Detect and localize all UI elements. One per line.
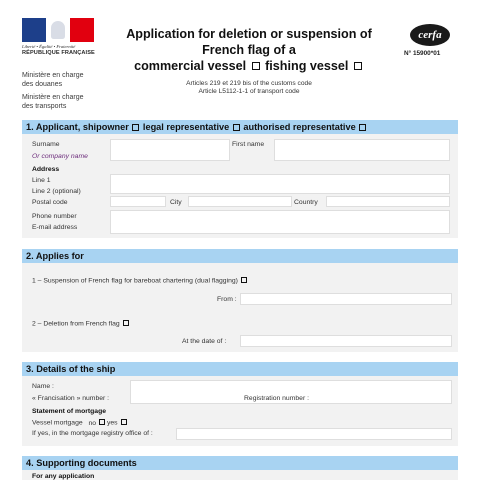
- form-title: [118, 26, 380, 74]
- suspension-checkbox[interactable]: [241, 277, 247, 283]
- company-name-label: Or company name: [32, 153, 88, 160]
- section-applicant-header: [22, 120, 458, 134]
- country-field[interactable]: [326, 196, 450, 207]
- address-lines-field[interactable]: [110, 174, 450, 194]
- republic-name: RÉPUBLIQUE FRANÇAISE: [22, 50, 95, 56]
- francisation-label: « Francisation » number :: [32, 395, 110, 402]
- phone-email-field[interactable]: [110, 210, 450, 234]
- ministry-customs: Ministère en charge des douanes: [22, 72, 84, 88]
- email-label: E-mail address: [32, 224, 78, 231]
- postal-code-label: Postal code: [32, 199, 68, 206]
- deletion-option: [32, 320, 129, 328]
- address-line1-label: Line 1: [32, 177, 51, 184]
- cerfa-logo: cerfa: [410, 24, 450, 46]
- country-label: Country: [294, 199, 318, 206]
- title-line-3: [118, 58, 380, 74]
- city-label: City: [170, 199, 182, 206]
- applicant-shipowner-label: 1. Applicant, shipowner: [26, 122, 129, 132]
- title-line-1: Application for deletion or suspension of: [126, 27, 372, 41]
- mortgage-yes-checkbox[interactable]: [121, 419, 127, 425]
- deletion-option-label: 2 – Deletion from French flag: [32, 320, 120, 328]
- surname-label: Surname: [32, 141, 60, 148]
- address-line2-label: Line 2 (optional): [32, 188, 81, 195]
- postal-code-field[interactable]: [110, 196, 166, 207]
- commercial-vessel-checkbox[interactable]: [252, 62, 260, 70]
- vessel-mortgage-label: Vessel mortgage: [32, 419, 83, 427]
- deletion-checkbox[interactable]: [123, 320, 129, 326]
- marianne-logo: [22, 18, 96, 56]
- surname-field[interactable]: [110, 139, 230, 161]
- customs-code-reference: Articles 219 et 219 bis of the customs code: [186, 80, 312, 87]
- section-ship-details: [22, 362, 458, 446]
- registration-label: Registration number :: [244, 395, 309, 402]
- shipowner-checkbox[interactable]: [132, 124, 139, 131]
- from-field[interactable]: [240, 293, 452, 305]
- title-fishing-vessel: fishing vessel: [265, 59, 349, 73]
- mortgage-no-label: no: [88, 419, 97, 427]
- first-name-field[interactable]: [274, 139, 450, 161]
- legal-references: [118, 80, 380, 97]
- suspension-option: [32, 277, 247, 285]
- section-supporting-documents: [22, 456, 458, 480]
- section-applies-for: [22, 249, 458, 352]
- title-line-2: French flag of a: [202, 43, 296, 57]
- phone-label: Phone number: [32, 213, 77, 220]
- date-field[interactable]: [240, 335, 452, 347]
- authorised-representative-checkbox[interactable]: [359, 124, 366, 131]
- fishing-vessel-checkbox[interactable]: [354, 62, 362, 70]
- section-supporting-documents-header: 4. Supporting documents: [22, 456, 458, 470]
- authorised-representative-label: authorised representative: [243, 122, 356, 132]
- any-application-heading: For any application: [32, 473, 95, 480]
- registry-office-field[interactable]: [176, 428, 452, 440]
- mortgage-heading: Statement of mortgage: [32, 408, 107, 415]
- section-applies-for-header: 2. Applies for: [22, 249, 458, 263]
- legal-representative-label: legal representative: [142, 122, 230, 132]
- suspension-option-label: 1 – Suspension of French flag for bareboat chartering (dual flagging): [32, 277, 238, 285]
- ministry-transport: Ministère en charge des transports: [22, 94, 84, 110]
- vessel-mortgage-row: [32, 419, 127, 427]
- ship-name-label: Name :: [32, 383, 54, 390]
- mortgage-no-checkbox[interactable]: [99, 419, 105, 425]
- transport-code-reference: Article L5112-1-1 of transport code: [198, 88, 300, 96]
- registry-office-label: If yes, in the mortgage registry office of :: [32, 430, 153, 437]
- address-heading: Address: [32, 166, 60, 173]
- date-label: At the date of :: [182, 338, 227, 345]
- marianne-flag-icon: [22, 18, 94, 42]
- mortgage-yes-label: yes: [106, 419, 118, 427]
- from-label: From :: [217, 296, 237, 303]
- legal-representative-checkbox[interactable]: [233, 124, 240, 131]
- city-field[interactable]: [188, 196, 292, 207]
- section-ship-details-header: 3. Details of the ship: [22, 362, 458, 376]
- section-applicant: [22, 120, 458, 238]
- cerfa-number: N° 15900*01: [404, 50, 441, 57]
- title-commercial-vessel: commercial vessel: [134, 59, 247, 73]
- first-name-label: First name: [232, 141, 265, 148]
- republic-motto: Liberté • Égalité • Fraternité: [22, 44, 76, 49]
